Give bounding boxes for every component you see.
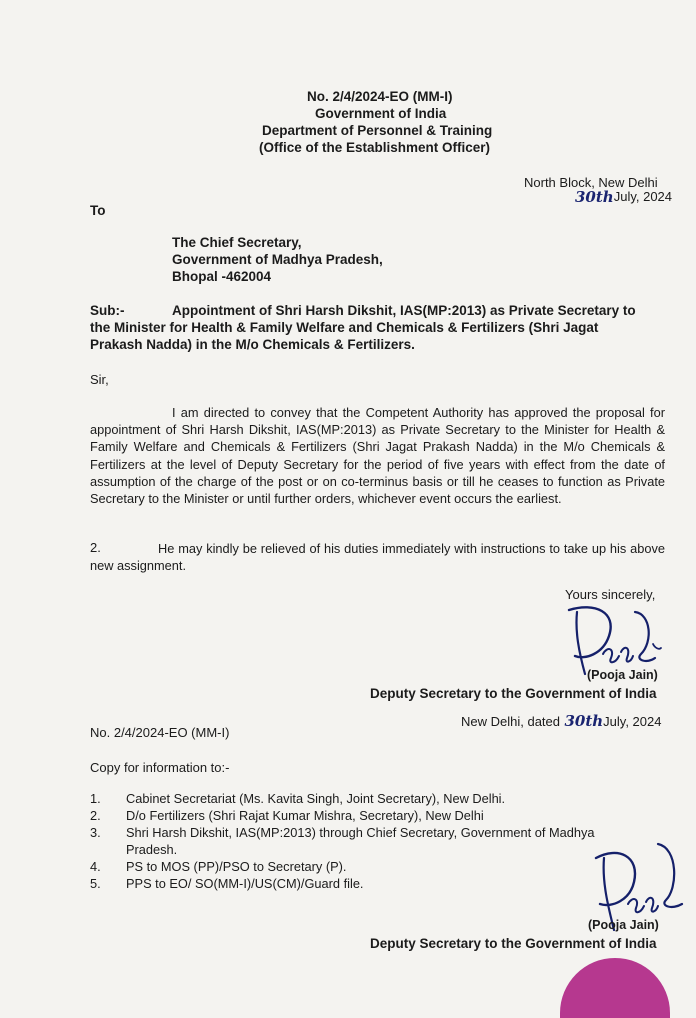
date-line [575, 188, 672, 207]
list-item-number: 2. [90, 808, 101, 823]
closing: Yours sincerely, [565, 587, 656, 602]
file-number: No. 2/4/2024-EO (MM-I) [307, 89, 453, 104]
addressee-line-3: Bhopal -462004 [172, 269, 272, 284]
salutation: Sir, [90, 372, 109, 387]
addressee-line-1: The Chief Secretary, [172, 235, 302, 250]
list-item [90, 824, 626, 858]
list-item [90, 790, 650, 807]
copy-date-month-year: July, 2024 [603, 714, 662, 729]
list-item-number: 1. [90, 791, 101, 806]
paragraph-2-number: 2. [90, 540, 101, 555]
subject-line-1: Appointment of Shri Harsh Dikshit, IAS(MP:2013) as Private Secretary to [172, 303, 636, 318]
subject-label: Sub:- [90, 303, 125, 318]
list-item-text: PPS to EO/ SO(MM-I)/US(CM)/Guard file. [126, 876, 364, 891]
list-item-number: 3. [90, 825, 101, 840]
department-title: Department of Personnel & Training [262, 123, 493, 138]
list-item [90, 858, 650, 875]
subject-line-2: the Minister for Health & Family Welfare and Chemicals & Fertilizers (Shri Jagat [90, 320, 599, 335]
corner-decoration [560, 958, 670, 1018]
list-item-text: Cabinet Secretariat (Ms. Kavita Singh, Joint Secretary), New Delhi. [126, 791, 506, 806]
copy-intro: Copy for information to:- [90, 760, 230, 775]
to-label: To [90, 203, 106, 218]
list-item-text: PS to MOS (PP)/PSO to Secretary (P). [126, 859, 347, 874]
copy-date-handwritten: 30th [564, 712, 604, 730]
copy-list [90, 790, 650, 892]
office-title: (Office of the Establishment Officer) [259, 140, 491, 155]
body-paragraph-2: He may kindly be relieved of his duties immediately with instructions to take up his above new assignment. [90, 541, 665, 574]
date-handwritten: 30th [575, 188, 614, 206]
place: North Block, New Delhi [524, 175, 658, 190]
signatory-designation-1: Deputy Secretary to the Government of India [370, 686, 657, 701]
list-item-text: D/o Fertilizers (Shri Rajat Kumar Mishra, Secretary), New Delhi [126, 808, 484, 823]
date-month-year: July, 2024 [613, 189, 673, 204]
signatory-name-1: (Pooja Jain) [587, 668, 658, 682]
copy-place: New Delhi, dated [461, 714, 560, 729]
subject-line-3: Prakash Nadda) in the M/o Chemicals & Fertilizers. [90, 337, 415, 352]
list-item-number: 4. [90, 859, 101, 874]
list-item [90, 807, 650, 824]
signatory-name-2: (Pooja Jain) [588, 918, 659, 932]
signature-1 [555, 598, 665, 678]
list-item-number: 5. [90, 876, 101, 891]
copy-date-line [461, 712, 661, 731]
addressee-line-2: Government of Madhya Pradesh, [172, 252, 383, 267]
government-title: Government of India [315, 106, 447, 121]
signatory-designation-2: Deputy Secretary to the Government of India [370, 936, 657, 951]
copy-file-number: No. 2/4/2024-EO (MM-I) [90, 725, 230, 740]
list-item-text: Shri Harsh Dikshit, IAS(MP:2013) through Chief Secretary, Government of Madhya Pradesh. [126, 825, 595, 857]
body-paragraph-1: I am directed to convey that the Competent Authority has approved the proposal for appointment of Shri Harsh Dikshit, IAS(MP:2013) as Private Secretary to the Minister for Health & Family Welfare and Chemicals & Fertilizers (Shri Jagat Prakash Nadda) in the M/o Chemicals & Fertilizers at the level of Deputy Secretary for the period of five years with effect from the date of assumption of the charge of the post or on co-terminus basis or till he ceases to function as Private Secretary to the Minister or until further orders, whichever event occurs the earliest. [90, 405, 665, 507]
list-item [90, 875, 650, 892]
